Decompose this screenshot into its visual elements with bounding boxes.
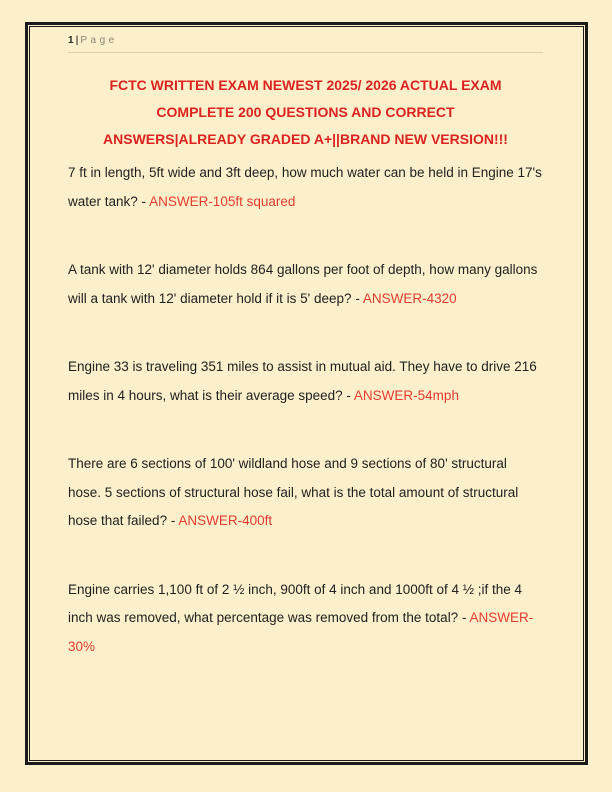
qa-item-5 (68, 576, 543, 662)
page-header-separator: | (75, 35, 79, 46)
question-text: There are 6 sections of 100' wildland hose and 9 sections of 80' structural hose. 5 sections of structural hose fail, what is the total amount of structural hose that failed? (68, 456, 519, 528)
answer-text: ANSWER-400ft (178, 513, 273, 528)
answer-separator: - (167, 513, 179, 528)
page-border-inner (29, 26, 584, 761)
answer-text: ANSWER-54mph (353, 387, 459, 403)
qa-list (68, 159, 543, 661)
answer-text: ANSWER-4320 (362, 290, 457, 306)
answer-separator: - (137, 193, 150, 209)
title-line-2: COMPLETE 200 QUESTIONS AND CORRECT (156, 104, 455, 120)
question-text: Engine carries 1,100 ft of 2 ½ inch, 900ft of 4 inch and 1000ft of 4 ½ ;if the 4 inch was removed, what percentage was removed from the total? (68, 581, 523, 625)
answer-separator: - (351, 290, 363, 306)
question-text: 7 ft in length, 5ft wide and 3ft deep, how much water can be held in Engine 17's water tank? (68, 165, 542, 209)
document-title (68, 72, 543, 153)
answer-text: ANSWER-105ft squared (149, 193, 296, 209)
page-number: 1 (68, 35, 75, 46)
qa-item-4 (68, 450, 543, 536)
qa-item-1 (68, 159, 543, 216)
answer-text: ANSWER-30% (68, 610, 534, 654)
page-label: Page (80, 35, 118, 46)
title-line-1: FCTC WRITTEN EXAM NEWEST 2025/ 2026 ACTUAL EXAM (109, 77, 502, 93)
document-page (30, 27, 583, 760)
answer-separator: - (458, 610, 470, 625)
qa-item-2 (68, 256, 543, 313)
page-header (68, 34, 543, 53)
page-border (25, 22, 588, 765)
answer-separator: - (342, 387, 354, 403)
title-line-3: ANSWERS|ALREADY GRADED A+||BRAND NEW VERSION!!! (103, 131, 508, 147)
question-text: A tank with 12' diameter holds 864 gallons per foot of depth, how many gallons will a tank with 12' diameter hold if it is 5' deep? (68, 262, 538, 306)
question-text: Engine 33 is traveling 351 miles to assist in mutual aid. They have to drive 216 miles in 4 hours, what is their average speed? (68, 359, 537, 403)
qa-item-3 (68, 353, 543, 410)
